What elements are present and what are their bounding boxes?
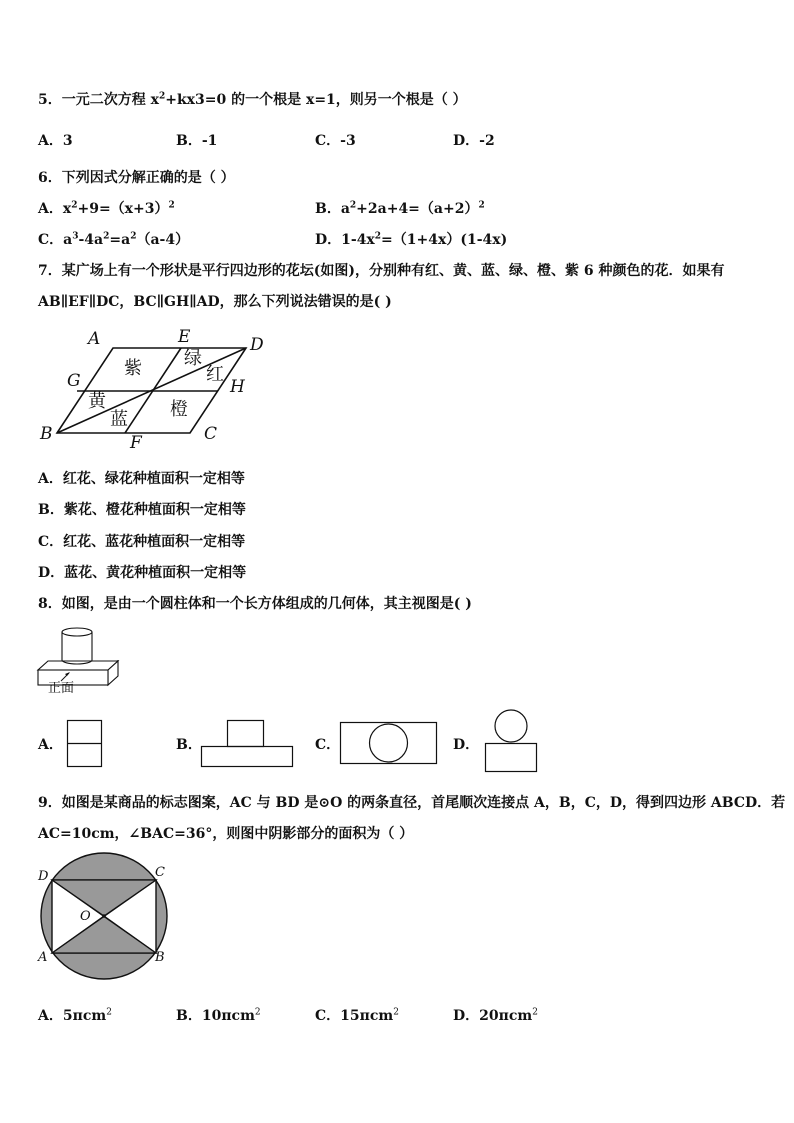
q9-circle-figure: [30, 860, 180, 972]
q8-option-b-view[interactable]: [201, 720, 296, 770]
q9-option-b[interactable]: B．10πcm$^2$: [176, 1007, 261, 1024]
q8-option-a[interactable]: A．: [38, 737, 63, 753]
q7-option-d[interactable]: D．蓝花、黄花种植面积一定相等: [38, 565, 247, 581]
q9-option-d[interactable]: D．20πcm$^2$: [453, 1007, 538, 1024]
label-d: D: [38, 869, 49, 884]
q8-option-a-view[interactable]: [67, 720, 107, 770]
region-purple: 紫: [124, 358, 142, 379]
q7-option-a[interactable]: A．红花、绿花种植面积一定相等: [38, 471, 245, 487]
label-b: B: [40, 424, 53, 444]
cuboid-top: [38, 661, 118, 670]
q9-stem-line2: AC=10cm，∠BAC=36°，则图中阴影部分的面积为（ ）: [38, 826, 414, 842]
label-c: C: [204, 424, 218, 444]
region-orange: 橙: [170, 399, 188, 420]
q7-option-b[interactable]: B．紫花、橙花种植面积一定相等: [38, 502, 246, 518]
region-yellow: 黄: [88, 391, 106, 412]
label-h: H: [230, 377, 245, 397]
q5-option-b[interactable]: B．-1: [176, 133, 218, 149]
q6-option-c[interactable]: C．$a^3-4a^2=a^2(a-4)$: [38, 231, 190, 248]
label-d: D: [250, 335, 264, 355]
q8-option-c[interactable]: C．: [315, 737, 341, 753]
region-red: 红: [206, 364, 224, 385]
q6-stem: 6．下列因式分解正确的是（ ）: [38, 170, 235, 186]
label-c: C: [155, 865, 165, 880]
q7-stem-line1: 7．某广场上有一个形状是平行四边形的花坛(如图)，分别种有红、黄、蓝、绿、橙、紫 6 种颜色的花．如果有: [38, 263, 725, 279]
q7-parallelogram-figure: [30, 322, 290, 452]
q9-stem-line1: 9．如图是某商品的标志图案，AC 与 BD 是⊙O 的两条直径，首尾顺次连接点 A，B，C，D，得到四边形 ABCD．若: [38, 795, 786, 811]
q6-option-a[interactable]: A．$x^2+9=(x+3)^2$: [38, 200, 175, 217]
q8-stem: 8．如图，是由一个圆柱体和一个长方体组成的几何体，其主视图是( ): [38, 596, 472, 612]
q8-option-c-view[interactable]: [340, 722, 440, 767]
label-a: A: [38, 950, 48, 965]
q9-option-a[interactable]: A．5πcm$^2$: [38, 1007, 112, 1024]
q8-option-d-view[interactable]: [484, 708, 540, 774]
label-o: O: [80, 909, 91, 924]
q5-option-c[interactable]: C．-3: [315, 133, 356, 149]
label-f: F: [130, 433, 142, 453]
q5-option-a[interactable]: A．3: [38, 133, 73, 149]
label-g: G: [67, 371, 81, 391]
q5-stem: 5．一元二次方程 $x^2+kx3=0$ 的一个根是 x=1，则另一个根是（ ）: [38, 91, 467, 108]
q8-option-d[interactable]: D．: [453, 737, 480, 753]
q7-option-c[interactable]: C．红花、蓝花种植面积一定相等: [38, 534, 246, 550]
q5-option-d[interactable]: D．-2: [453, 133, 495, 149]
label-e: E: [178, 327, 191, 347]
region-green: 绿: [184, 348, 202, 369]
q9-option-c[interactable]: C．15πcm$^2$: [315, 1007, 399, 1024]
region-blue: 蓝: [110, 409, 128, 430]
front-view-label: 正面: [48, 681, 75, 696]
label-a: A: [88, 329, 101, 349]
q6-option-b[interactable]: B．$a^2+2a+4=(a+2)^2$: [315, 200, 485, 217]
q7-stem-line2: AB∥EF∥DC，BC∥GH∥AD，那么下列说法错误的是( ): [38, 294, 392, 310]
q8-option-b[interactable]: B．: [176, 737, 202, 753]
label-b: B: [155, 950, 165, 965]
cylinder-top: [62, 628, 92, 636]
q6-option-d[interactable]: D．$1-4x^2=(1+4x)(1-4x)$: [315, 231, 508, 248]
